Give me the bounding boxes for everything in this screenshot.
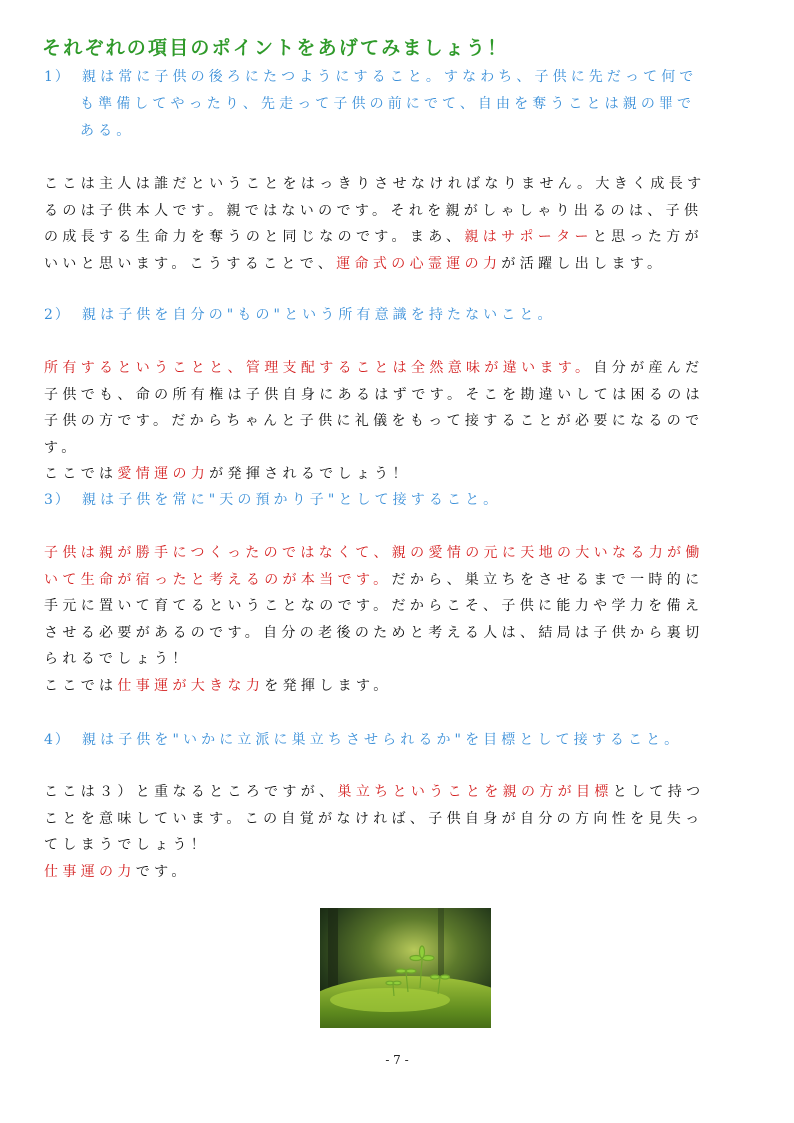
paragraph-3-line: 手元に置いて育てるということなのです。だからこそ、子供に能力や学力を備え [44,598,704,615]
item-1-line-2: も準備してやったり、先走って子供の前にでて、自由を奪うことは親の罪で [80,96,696,112]
item-3 [44,489,501,509]
page-number: - 7 - [385,1053,409,1067]
item-4-number: 4） [44,732,71,748]
paragraph-3 [44,540,750,700]
paragraph-3-line: 子供は親が勝手につくったのではなくて、親の愛情の元に天地の大いなる力が働 [44,545,704,561]
text-run: ここでは [44,677,118,694]
text-run: だから、巣立ちをさせるまで一時的に [391,571,704,588]
highlight-text: 仕事運が大きな力 [117,677,265,694]
text-run: を発揮します。 [264,677,392,694]
paragraph-4-line: てしまうでしょう！ [44,837,210,854]
paragraph-1-line [44,251,750,278]
paragraph-4-line [44,859,750,886]
item-4-text: 親は子供を"いかに立派に巣立ちさせられるか"を目標として接すること。 [82,732,683,748]
item-2-number: 2） [44,307,71,323]
paragraph-4 [44,779,750,885]
paragraph-1-line: ここは主人は誰だということをはっきりさせなければなりません。大きく成長す [44,176,706,192]
text-run: です。 [135,863,190,880]
paragraph-3-line [44,673,750,700]
item-4 [44,729,682,749]
paragraph-4-line [44,779,750,806]
paragraph-2-line [44,355,750,382]
paragraph-4-line: ことを意味しています。この自覚がなければ、子供自身が自分の方向性を見失っ [44,810,704,827]
text-run: いいと思います。こうすることで、 [44,255,337,272]
highlight-text: 運命式の心霊運の力 [336,255,502,272]
paragraph-2 [44,355,750,488]
highlight-text: 愛情運の力 [117,466,210,483]
text-run: が活躍し出します。 [501,255,666,272]
text-run: として持つ [612,784,705,800]
paragraph-1 [44,171,750,277]
highlight-text: 巣立ちということを親の方が目標 [337,784,613,800]
text-run: ここは３）と重なるところですが、 [44,784,338,800]
text-run: ここでは [44,466,118,483]
text-run: 自分が産んだ [593,360,704,376]
text-run: の成長する生命力を奪うのと同じなのです。まあ、 [44,229,465,246]
paragraph-2-line: 子供の方です。だからちゃんと子供に礼儀をもって接することが必要になるので [44,413,704,430]
text-run: と思った方が [592,229,703,246]
item-3-number: 3） [44,492,71,508]
paragraph-2-line [44,461,750,488]
paragraph-1-line [44,224,750,251]
item-3-text: 親は子供を常に"天の預かり子"として接すること。 [82,492,502,508]
paragraph-2-line: 子供でも、命の所有権は子供自身にあるはずです。そこを勘違いしては困るのは [44,386,704,403]
paragraph-3-line [44,567,750,594]
item-1-number: 1） [44,69,71,85]
paragraph-2-line: す。 [44,439,80,456]
highlight-text: 所有するということと、管理支配することは全然意味が違います。 [44,360,594,376]
seedling-photo [320,908,491,1028]
item-1-line-1: 親は常に子供の後ろにたつようにすること。すなわち、子供に先だって何で [82,69,698,85]
item-1-line-3: ある。 [80,123,135,139]
text-run: が発揮されるでしょう！ [209,466,411,483]
item-2-text: 親は子供を自分の"もの"という所有意識を持たないこと。 [82,307,556,323]
paragraph-3-line: させる必要があるのです。自分の老後のためと考える人は、結局は子供から裏切 [44,624,704,641]
highlight-text: 仕事運の力 [44,863,136,880]
item-2 [44,304,556,324]
section-heading: それぞれの項目のポイントをあげてみましょう！ [42,37,509,59]
highlight-text: いて生命が宿ったと考えるのが本当です。 [44,571,392,588]
paragraph-1-line: るのは子供本人です。親ではないのです。それを親がしゃしゃり出るのは、子供 [44,202,703,219]
highlight-text: 親はサポーター [464,229,593,246]
item-1 [44,66,697,86]
paragraph-3-line: られるでしょう！ [44,651,191,668]
